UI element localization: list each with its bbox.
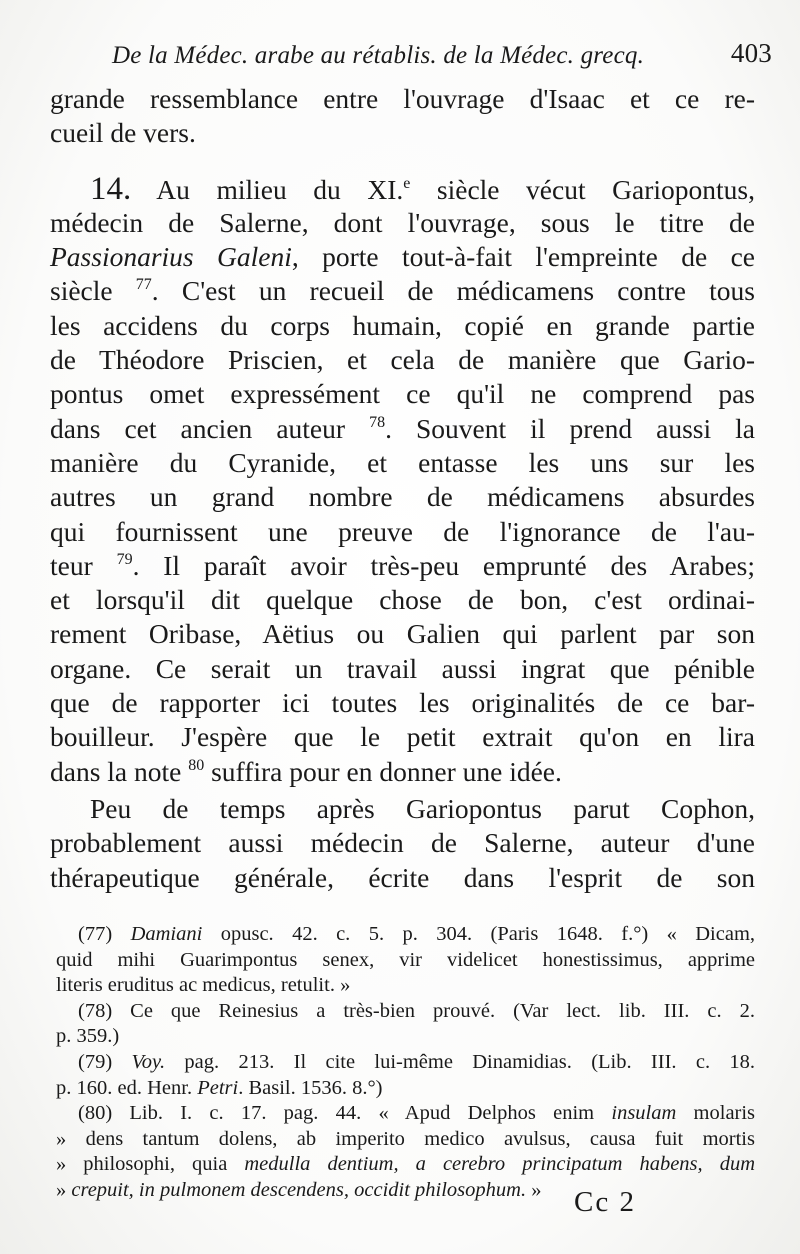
note-ref-78: 78: [369, 413, 386, 431]
text-line: organe. Ce serait un travail aussi ingrat que pénible: [50, 652, 755, 684]
footnote-line: » philosophi, quia medulla dentium, a cerebro principatum habens, dum: [56, 1153, 756, 1176]
text-line: qui fournissent une preuve de l'ignorance de l'au-: [50, 515, 755, 547]
section-number: 14.: [90, 170, 132, 207]
superscript: e: [403, 174, 411, 192]
text-line: médecin de Salerne, dont l'ouvrage, sous le titre de: [50, 206, 755, 238]
text-line: teur $^{79}$. Il paraît avoir très-peu emprunté des Arabes;: [50, 549, 755, 581]
text-line: dans la note $^{80}$ suffira pour en donner une idée.: [50, 755, 562, 787]
text-line: thérapeutique générale, écrite dans l'esprit de son: [50, 861, 755, 893]
text-line: manière du Cyranide, et entasse les uns sur les: [50, 446, 755, 478]
text-line: bouilleur. J'espère que le petit extrait qu'on en lira: [50, 721, 755, 753]
text-line: grande ressemblance entre l'ouvrage d'Isaac et ce re-: [50, 83, 755, 114]
text-line: rement Oribase, Aëtius ou Galien qui parlent par son: [50, 618, 755, 650]
paragraph-gap: [50, 151, 755, 172]
footnote-line: p. 160. ed. Henr. Petri. Basil. 1536. 8.°): [56, 1076, 383, 1099]
text-line: siècle $^{77}$. C'est un recueil de médicamens contre tous: [50, 275, 756, 307]
footnote-line: » crepuit, in pulmonem descendens, occidit philosophum. »: [56, 1178, 542, 1201]
footnotes: [56, 922, 755, 1204]
footnote-line: quid mihi Guarimpontus senex, vir videlicet honestissimus, apprime: [56, 948, 755, 971]
footnote-77: (77) Damiani opusc. 42. c. 5. p. 304. (Paris 1648. f.°) « Dicam,: [78, 923, 756, 945]
note-ref-79: 79: [116, 550, 133, 568]
text-line: les accidens du corps humain, copié en grande partie: [50, 309, 755, 341]
text-line: de Théodore Priscien, et cela de manière que Gario-: [50, 344, 755, 376]
text-line: autres un grand nombre de médicamens absurdes: [50, 481, 755, 513]
footnote-line: » dens tantum dolens, ab imperito medico avulsus, causa fuit mortis: [56, 1127, 755, 1150]
work-title: Passionarius Galeni: [50, 241, 292, 273]
footnote-line: p. 359.): [56, 1025, 120, 1048]
running-header: [112, 38, 772, 78]
text-line: et lorsqu'il dit quelque chose de bon, c'est ordinai-: [50, 584, 755, 616]
text-line: dans cet ancien auteur $^{78}$. Souvent il prend aussi la: [50, 412, 755, 444]
running-title: De la Médec. arabe au rétablis. de la Médec. grecq.: [112, 42, 645, 69]
footnote-79: (79) Voy. pag. 213. Il cite lui-même Dinamidias. (Lib. III. c. 18.: [78, 1050, 756, 1073]
page-number: 403: [730, 38, 772, 68]
note-ref-80: 80: [188, 756, 205, 774]
note-ref-77: 77: [135, 276, 152, 294]
footnote-80: (80) Lib. I. c. 17. pag. 44. « Apud Delphos enim insulam molaris: [78, 1102, 756, 1125]
text-line: Passionarius Galeni, porte tout-à-fait l'empreinte de ce: [50, 241, 756, 273]
main-text: [50, 82, 755, 895]
text-line: pontus omet expressément ce qu'il ne comprend pas: [50, 378, 755, 410]
footnote-78: (78) Ce que Reinesius a très-bien prouvé. (Var lect. lib. III. c. 2.: [78, 999, 755, 1022]
text-line: 14. Au milieu du XI.$^e$ siècle vécut Gariopontus,: [90, 170, 756, 207]
footnote-line: literis eruditus ac medicus, retulit. »: [56, 974, 351, 997]
text-line: cueil de vers.: [50, 117, 196, 149]
signature-mark: Cc 2: [574, 1186, 636, 1218]
text-line: probablement aussi médecin de Salerne, auteur d'une: [50, 827, 755, 859]
text-line: Peu de temps après Gariopontus parut Cophon,: [90, 792, 755, 824]
text-line: que de rapporter ici toutes les originalités de ce bar-: [50, 687, 755, 719]
